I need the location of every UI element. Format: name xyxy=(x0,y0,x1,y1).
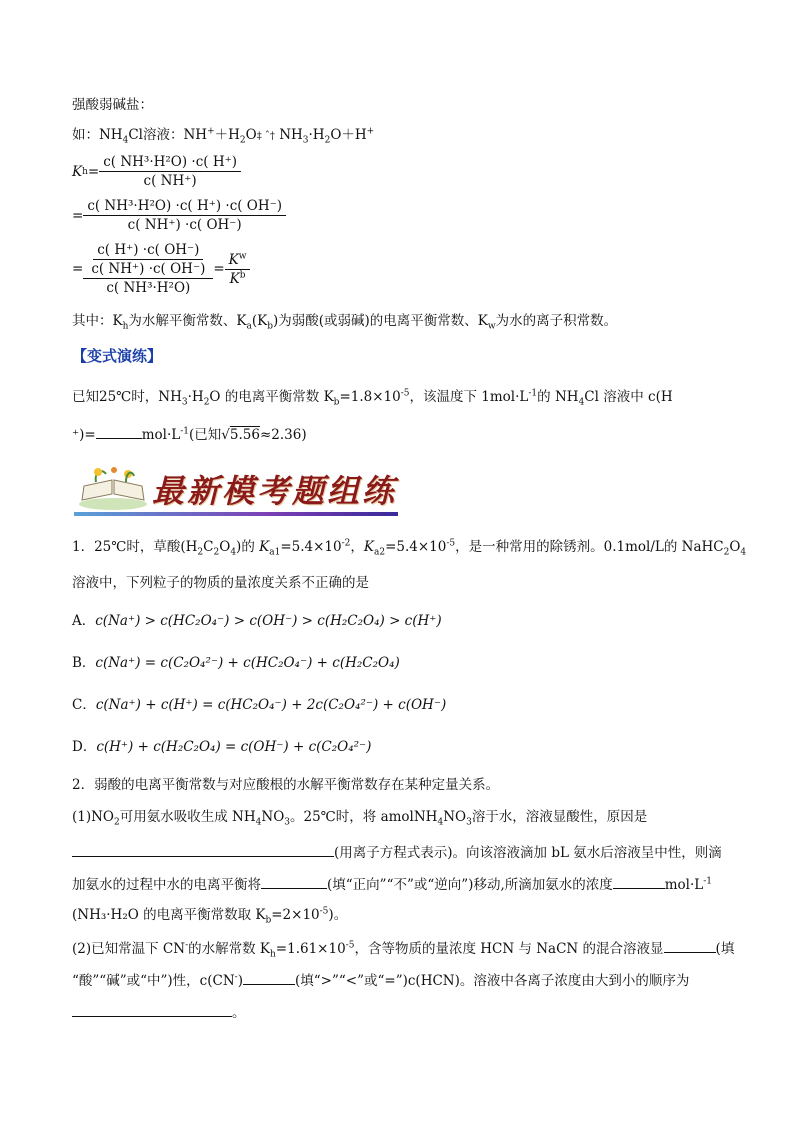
example-line: 如：$NH_4Cl$溶液：$NH^++H_2O\ddagger$ ˆ† $NH_3\cdot H_2O+H^+$ xyxy=(72,126,375,146)
fraction-1: $\frac{\text{c( NH³·H²O) ·c( H⁺)}}{c( NH^+)}$ xyxy=(99,154,241,189)
q2-part1-line2: (用离子方程式表示)。向该溶液滴加 bL 氨水后溶液呈中性，则滴 xyxy=(72,842,722,862)
q1-stem-2: 溶液中，下列粒子的物质的量浓度关系不正确的是 xyxy=(72,575,369,591)
answer-blank[interactable] xyxy=(72,1002,232,1017)
q2-part2-line2: “酸”“碱”或“中”)性，c(CN-) (填“>”“<”或“=”)c(HCN)。溶液中各离子浓度由大到小的顺序为 xyxy=(72,970,689,990)
constants-note: 其中：$K_h$为水解平衡常数、$K_a(K_b)$为弱酸(或弱碱)的电离平衡常数、$K_w$为水的离子积常数。 xyxy=(72,313,618,332)
q2-part2-line3: 。 xyxy=(72,1002,246,1022)
fraction-2: $\frac{\text{c( NH³·H²O) ·c( H⁺) ·c( OH⁻)}}{c( NH^+) \cdot c( OH^-)}$ xyxy=(83,198,286,233)
q2-part2-line1: (2)已知常温下 CN-的水解常数 $K_h=1.61\times 10^{-5}$，含等物质的量浓度 HCN 与 NaCN 的混合溶液显 (填 xyxy=(72,938,734,958)
kh-equation-2: = $\frac{\text{c( NH³·H²O) ·c( H⁺) ·c( OH⁻)}}{c( NH^+) \cdot c( OH^-)}$ xyxy=(72,198,286,233)
q2-part1-line3: 加氨水的过程中水的电离平衡将 (填“正向”“不”或“逆向”)移动,所滴加氨水的浓度 $mol\cdot L^{-1}$ xyxy=(72,874,712,894)
q1-stem-1: 1．25℃时，草酸$(H_2C_2O_4)$的 $K_{a1}=5.4\times 10^{-2}$，$K_{a2}=5.4\times 10^{-5}$，是一种常用的除锈剂。0.1mol/L的 $NaHC_2O_4$ xyxy=(72,538,747,558)
open-book-icon xyxy=(76,464,150,512)
q1-option-d[interactable]: D．c(H⁺) + c(H₂C₂O₄) = c(OH⁻) + c(C₂O₄²⁻) xyxy=(72,739,372,755)
practice-line-2: ⁺)= $mol\cdot L^{-1}$(已知√5.56≈2.36) xyxy=(72,424,307,444)
section-banner xyxy=(74,462,398,518)
q2-stem: 2．弱酸的电离平衡常数与对应酸根的水解平衡常数存在某种定量关系。 xyxy=(72,777,500,793)
q2-part1-line1: $(1)NO_2$可用氨水吸收生成 $NH_4NO_3$。25℃时，将 $amolNH_4NO_3$溶于水，溶液显酸性，原因是 xyxy=(72,809,648,828)
kh-equation-3: = $\frac{\frac{c( H^+) \cdot c( OH^-)}{c( NH^+) \cdot c( OH^-)}}{\text{c( NH³·H²O)}}$ = $\frac{K^w}{K^b}$ xyxy=(72,242,250,296)
answer-blank[interactable] xyxy=(96,424,142,439)
q1-option-b[interactable]: B．c(Na⁺) = c(C₂O₄²⁻) + c(HC₂O₄⁻) + c(H₂C₂O₄) xyxy=(72,655,400,671)
sqrt-icon: √ xyxy=(221,427,230,443)
q2-part1-line4: (NH₃·H₂O 的电离平衡常数取 $K_b=2\times 10^{-5}$)。 xyxy=(72,906,348,926)
answer-blank[interactable] xyxy=(261,874,327,889)
kh-equation-1: K h = $\frac{\text{c( NH³·H²O) ·c( H⁺)}}{c( NH^+)}$ xyxy=(72,154,241,189)
q1-option-c[interactable]: C．c(Na⁺) + c(H⁺) = c(HC₂O₄⁻) + 2c(C₂O₄²⁻) + c(OH⁻) xyxy=(72,697,447,713)
banner-underline xyxy=(74,512,398,516)
practice-heading: 【变式演练】 xyxy=(72,347,163,365)
answer-blank[interactable] xyxy=(613,874,665,889)
equilibrium-arrow-icon: ‡ ˆ† xyxy=(256,131,275,142)
kw-over-kb: $\frac{K^w}{K^b}$ xyxy=(225,252,251,287)
practice-line-1: 已知25℃时，$NH_3\cdot H_2O$ 的电离平衡常数 $K_b=1.8\times 10^{-5}$，该温度下 $1mol\cdot L^{-1}$的 $NH_4Cl$ 溶液中 c(H xyxy=(72,388,673,408)
answer-blank[interactable] xyxy=(243,970,295,985)
fraction-3: $\frac{\frac{c( H^+) \cdot c( OH^-)}{c( NH^+) \cdot c( OH^-)}}{\text{c( NH³·H²O)}}$ xyxy=(83,242,213,296)
answer-blank[interactable] xyxy=(72,842,334,857)
banner-title: 最新模考题组练 xyxy=(152,472,398,510)
answer-blank[interactable] xyxy=(664,938,716,953)
intro-title: 强酸弱碱盐： xyxy=(72,97,153,113)
q1-option-a[interactable]: A．c(Na⁺) > c(HC₂O₄⁻) > c(OH⁻) > c(H₂C₂O₄) > c(H⁺) xyxy=(72,613,442,629)
